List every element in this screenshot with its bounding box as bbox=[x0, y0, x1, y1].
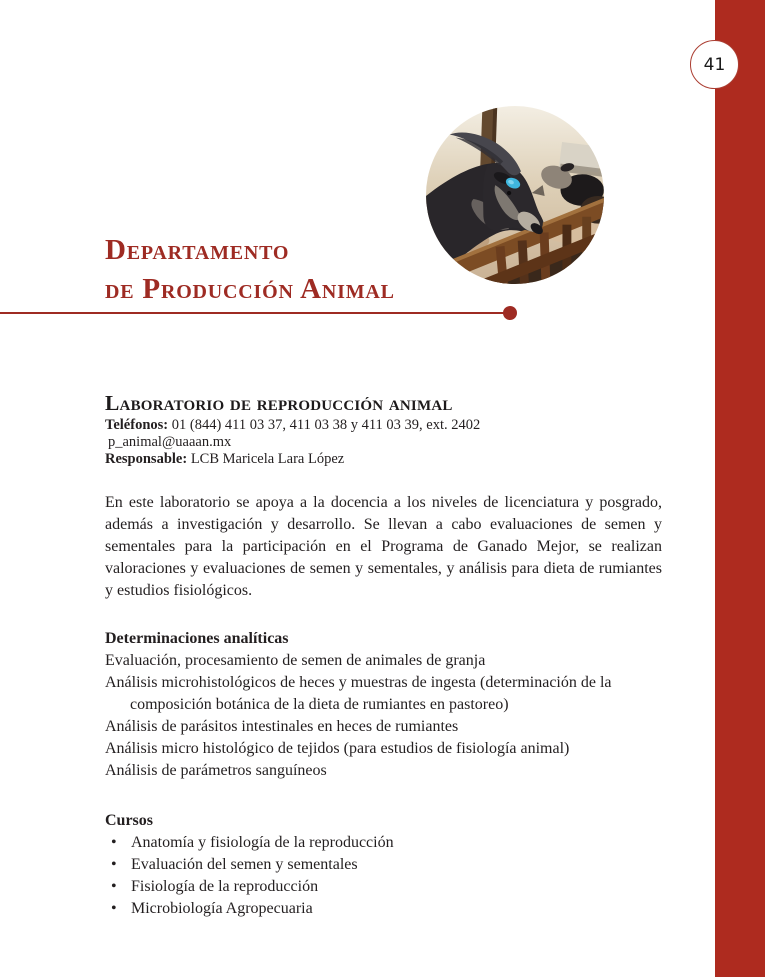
responsible-value: LCB Maricela Lara López bbox=[190, 451, 345, 467]
determinations-section bbox=[105, 628, 662, 782]
determination-item: Análisis micro histológico de tejidos (para estudios de fisiología animal) bbox=[105, 740, 570, 757]
determination-item: Análisis microhistológicos de heces y muestras de ingesta (determinación de la composición botánica de la dieta de rumiantes en pastoreo) bbox=[105, 674, 612, 713]
contact-info bbox=[105, 417, 662, 468]
email-address: p_animal@uaaan.mx bbox=[108, 434, 232, 450]
courses-section bbox=[105, 810, 662, 920]
phones-value: 01 (844) 411 03 37, 411 03 38 y 411 03 39, ext. 2402 bbox=[171, 417, 481, 433]
courses-list bbox=[105, 832, 662, 920]
determination-item: Evaluación, procesamiento de semen de animales de granja bbox=[105, 652, 486, 669]
goat-photo bbox=[426, 106, 604, 284]
phones-label: Teléfonos: bbox=[105, 417, 169, 433]
responsible-line bbox=[105, 451, 662, 468]
determination-item: Análisis de parámetros sanguíneos bbox=[105, 762, 327, 779]
goat-photo-illustration bbox=[426, 106, 604, 284]
title-line-2: de Producción Animal bbox=[105, 273, 395, 305]
course-item: • Anatomía y fisiología de la reproducción bbox=[105, 832, 662, 854]
page-number-badge bbox=[690, 40, 739, 89]
lab-description: En este laboratorio se apoya a la docencia a los niveles de licenciatura y posgrado, además a investigación y desarrollo. Se llevan a cabo evaluaciones de semen y sementales para la participación en el Programa de Ganado Mejor, se realizan valoraciones y evaluaciones de semen y sementales, y análisis para dieta de rumiantes y estudios fisiológicos. bbox=[105, 494, 662, 599]
determinations-heading: Determinaciones analíticas bbox=[105, 630, 289, 647]
course-item: • Fisiología de la reproducción bbox=[105, 876, 662, 898]
right-accent-bar bbox=[715, 0, 765, 977]
page-title bbox=[105, 231, 395, 309]
determination-item: Análisis de parásitos intestinales en heces de rumiantes bbox=[105, 718, 459, 735]
title-rule bbox=[0, 312, 511, 314]
courses-heading: Cursos bbox=[105, 812, 154, 829]
phones-line bbox=[105, 417, 662, 434]
course-item: • Microbiología Agropecuaria bbox=[105, 898, 662, 920]
title-rule-dot bbox=[503, 306, 517, 320]
content-column bbox=[105, 391, 662, 920]
lab-section-heading: Laboratorio de reproducción animal bbox=[105, 391, 453, 415]
determinations-list bbox=[105, 650, 662, 782]
responsible-label: Responsable: bbox=[105, 451, 188, 467]
title-line-1: Departamento bbox=[105, 234, 290, 266]
course-item: • Evaluación del semen y sementales bbox=[105, 854, 662, 876]
page-number: 41 bbox=[703, 54, 726, 75]
